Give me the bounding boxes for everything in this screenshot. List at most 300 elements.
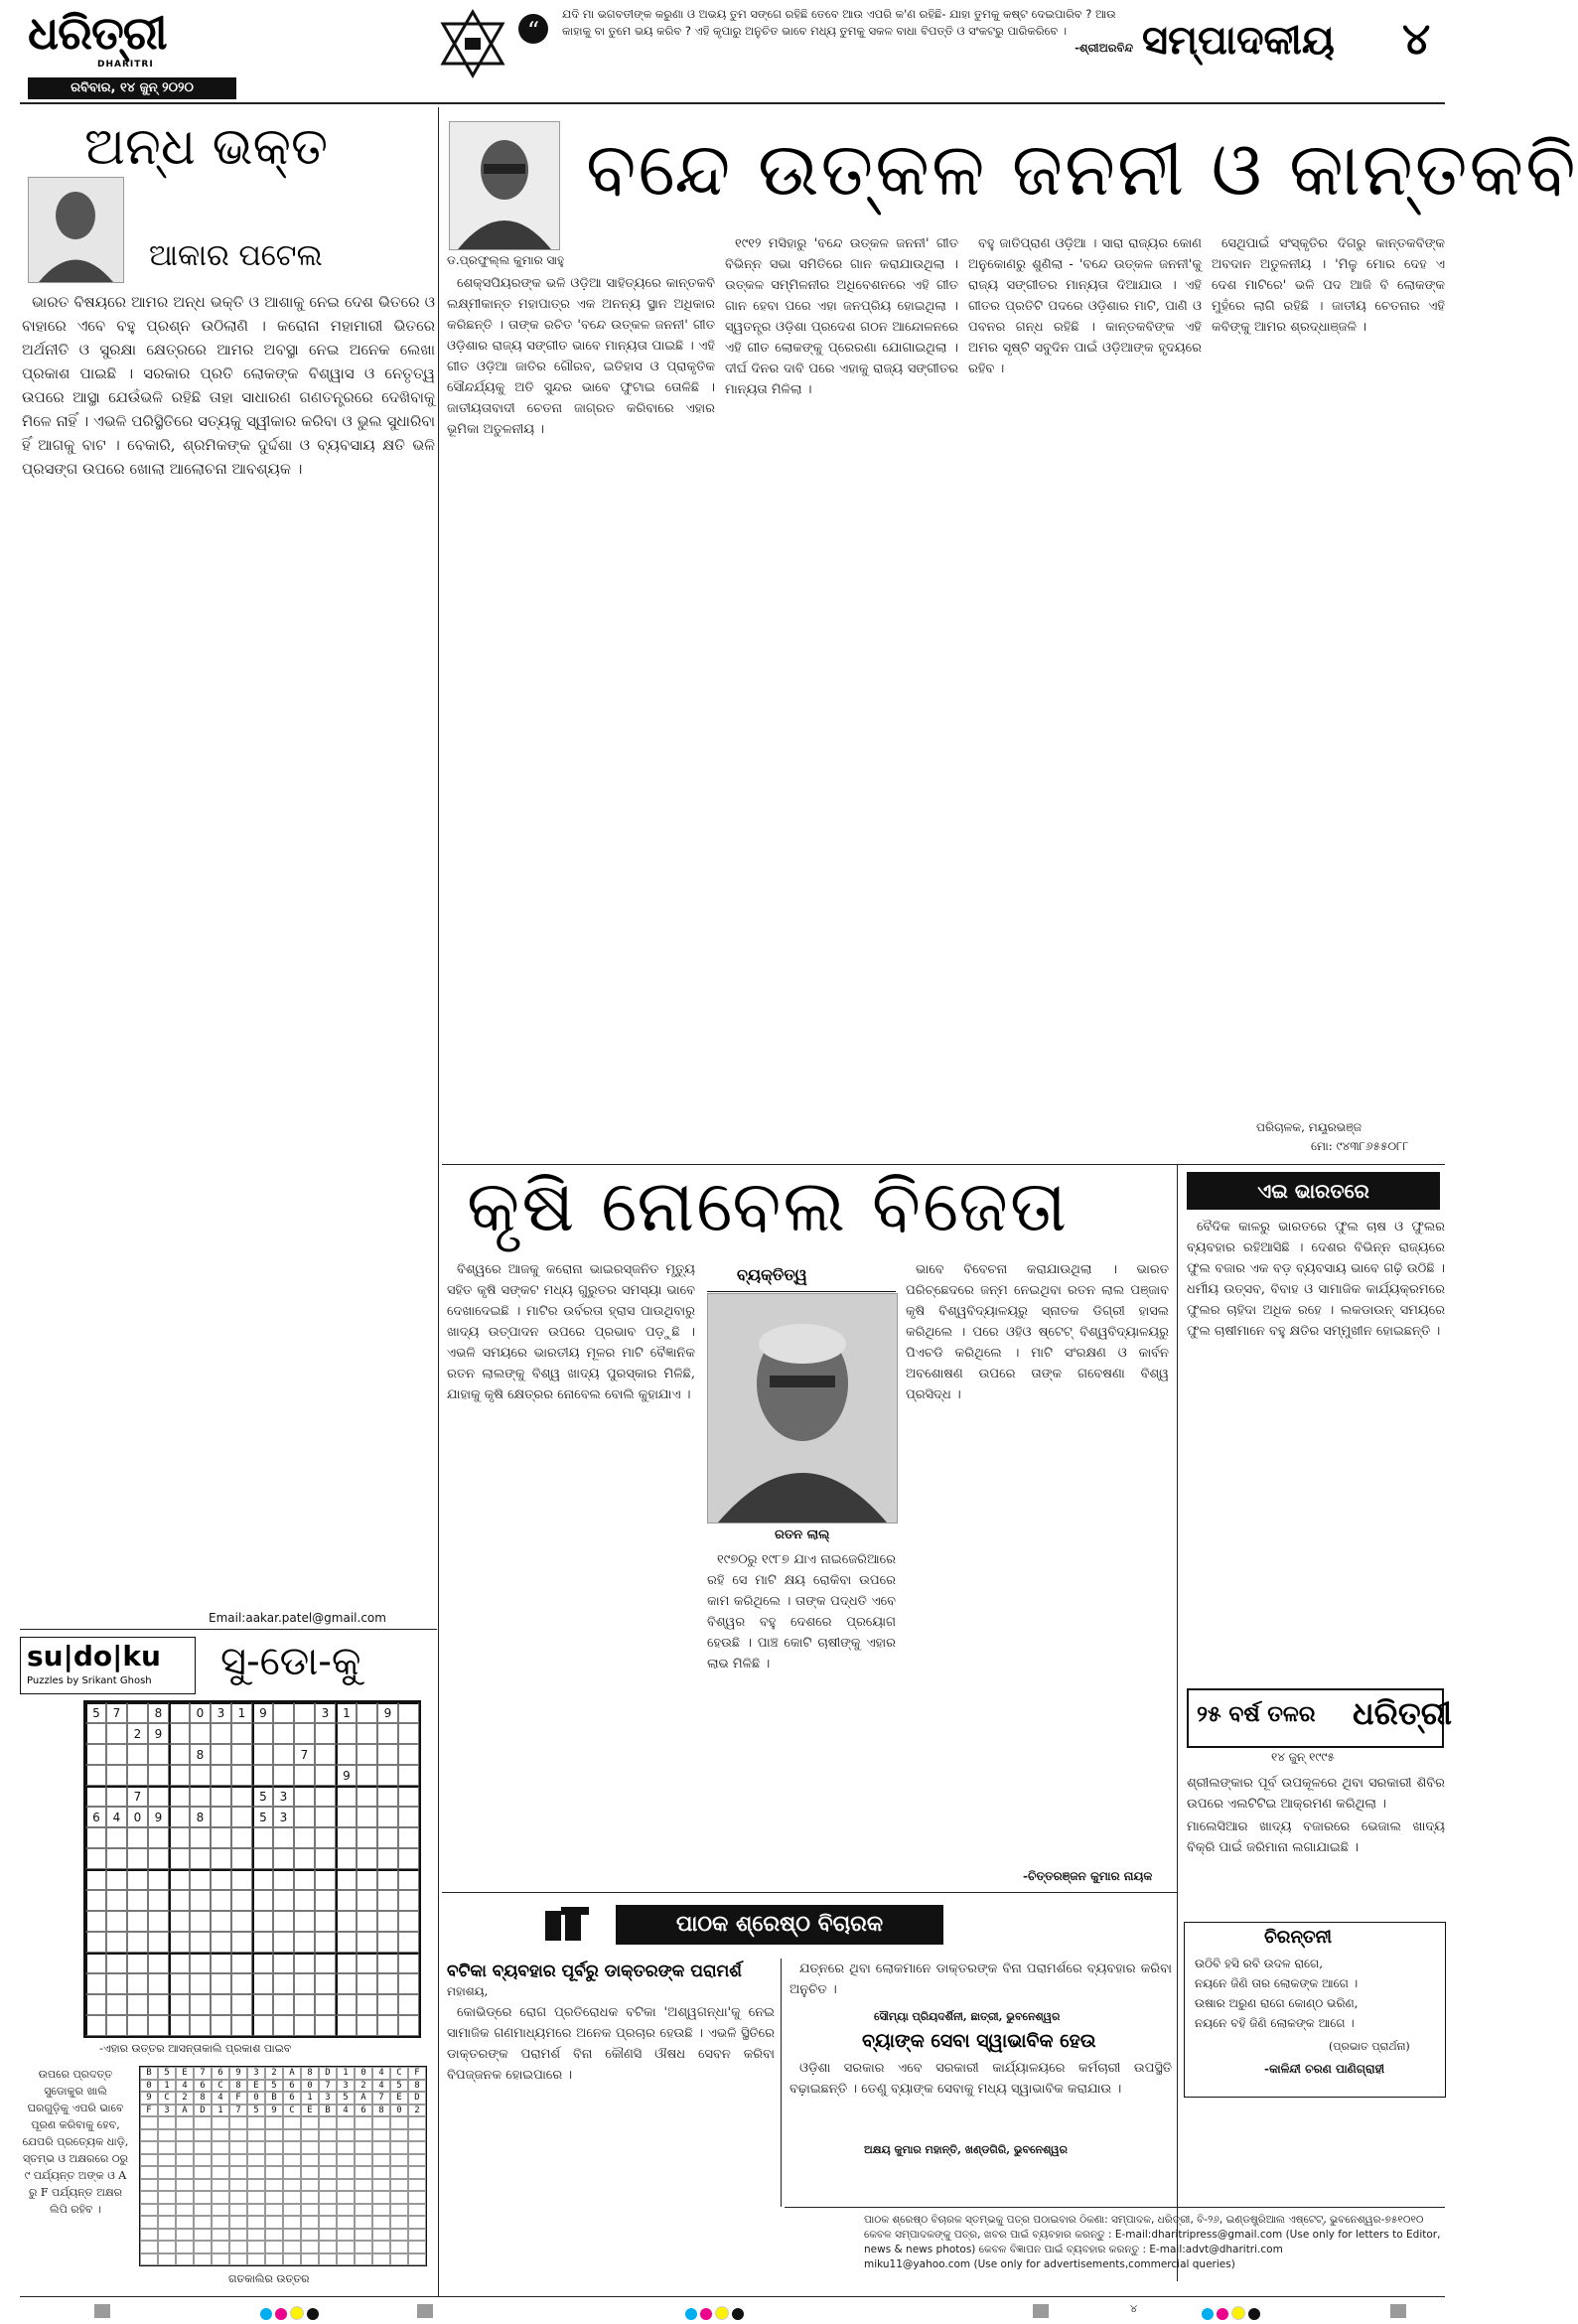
answer-cell <box>229 2129 247 2142</box>
sudoku-cell: 7 <box>106 1702 127 1723</box>
answer-cell <box>355 2141 372 2154</box>
answer-cell: 6 <box>283 2092 301 2105</box>
sudoku-cell: 3 <box>273 1807 294 1827</box>
chirantani-line3: ଉଷାର ଅରୁଣ ରାଗେ କୋଣ୍ଠ ଭରିଣ, <box>1195 1996 1359 2010</box>
answer-cell: 0 <box>355 2067 372 2080</box>
answer-cell <box>283 2204 301 2217</box>
sudoku-cell <box>127 1827 148 1848</box>
answer-cell <box>158 2216 176 2229</box>
answer-cell <box>372 2166 390 2179</box>
sudoku-cell <box>294 1786 315 1807</box>
answer-cell: 6 <box>212 2067 229 2080</box>
answer-cell <box>194 2204 212 2217</box>
answer-cell <box>408 2154 426 2167</box>
sudoku-cell <box>190 1911 211 1932</box>
answer-cell <box>194 2141 212 2154</box>
main-contact: ପରିଚାଳକ, ମୟୂରଭଞ୍ଜ <box>1256 1120 1362 1134</box>
answer-cell <box>283 2154 301 2167</box>
sudoku-cell <box>377 1807 398 1827</box>
sudoku-cell <box>315 1911 336 1932</box>
sudoku-cell <box>336 1723 357 1744</box>
sudoku-cell <box>190 1973 211 1994</box>
sudoku-cell <box>357 1911 377 1932</box>
sudoku-cell <box>169 1702 190 1723</box>
sudoku-cell <box>211 1973 231 1994</box>
sudoku-cell <box>398 1869 419 1890</box>
answer-cell <box>212 2166 229 2179</box>
sudoku-cell <box>127 1932 148 1953</box>
answer-cell <box>158 2253 176 2266</box>
sudoku-cell <box>85 2015 106 2036</box>
sudoku-cell <box>127 1702 148 1723</box>
answer-cell <box>355 2129 372 2142</box>
cmyk-dots-2 <box>685 2305 747 2324</box>
years-ago-title: ୨୫ ବର୍ଷ ତଳର <box>1197 1702 1316 1727</box>
sudoku-cell <box>294 1911 315 1932</box>
sudoku-cell <box>148 1932 169 1953</box>
answer-cell: A <box>283 2067 301 2080</box>
this-india-label-text: ଏଇ ଭାରତରେ <box>1257 1179 1369 1203</box>
sudoku-cell <box>85 1827 106 1848</box>
answer-cell <box>390 2141 408 2154</box>
sudoku-cell <box>211 1765 231 1786</box>
answer-cell <box>176 2204 194 2217</box>
answer-cell <box>140 2253 158 2266</box>
sudoku-cell: 3 <box>273 1786 294 1807</box>
sudoku-cell <box>85 1953 106 1973</box>
sudoku-cell <box>169 1744 190 1765</box>
person-label-box <box>707 1263 896 1292</box>
answer-cell <box>194 2129 212 2142</box>
sudoku-cell <box>273 1827 294 1848</box>
sudoku-cell <box>273 1702 294 1723</box>
sudoku-cell <box>336 1973 357 1994</box>
answer-cell: 8 <box>408 2080 426 2093</box>
chirantani-line1: ଉଠିବି ହସି ରବି ଉଦଳ ରାଗେ, <box>1195 1957 1324 1970</box>
logo: ଧରିତ୍ରୀ <box>28 6 167 60</box>
chirantani-author: -କାଳିନ୍ଦୀ ଚରଣ ପାଣିଗ୍ରାହୀ <box>1264 2062 1385 2076</box>
sudoku-cell <box>315 1890 336 1911</box>
answer-cell <box>176 2154 194 2167</box>
answer-cell <box>319 2154 337 2167</box>
main-col2 <box>725 233 958 1162</box>
portrait-icon <box>450 122 559 249</box>
cyan-dot <box>1202 2308 1214 2320</box>
sudoku-cell <box>169 1848 190 1869</box>
answer-cell <box>408 2241 426 2253</box>
sudoku-cell: 3 <box>315 1702 336 1723</box>
answer-cell <box>229 2229 247 2242</box>
sudoku-cell: 2 <box>127 1723 148 1744</box>
sudoku-cell <box>106 1953 127 1973</box>
sudoku-cell <box>169 1723 190 1744</box>
sudoku-cell <box>336 1744 357 1765</box>
answer-cell <box>229 2141 247 2154</box>
answer-cell <box>194 2241 212 2253</box>
sudoku-cell <box>211 1932 231 1953</box>
answer-cell: 5 <box>265 2080 283 2093</box>
answer-cell: 9 <box>229 2067 247 2080</box>
sudoku-cell <box>190 1765 211 1786</box>
answer-caption: ଗତକାଲିର ଉତ୍ତର <box>228 2272 310 2285</box>
answer-cell <box>212 2179 229 2192</box>
answer-cell: 0 <box>390 2105 408 2117</box>
answer-cell <box>140 2141 158 2154</box>
answer-cell <box>265 2116 283 2129</box>
answer-cell <box>337 2241 355 2253</box>
answer-cell: 3 <box>319 2092 337 2105</box>
sudoku-cell <box>127 1869 148 1890</box>
answer-cell <box>283 2179 301 2192</box>
footer-rule <box>20 2296 1445 2297</box>
answer-cell <box>247 2253 265 2266</box>
nobel-col1 <box>447 1259 695 1885</box>
sudoku-cell: 8 <box>148 1702 169 1723</box>
sudoku-cell <box>127 1848 148 1869</box>
answer-cell <box>194 2253 212 2266</box>
sudoku-cell <box>85 1932 106 1953</box>
sudoku-cell <box>211 2015 231 2036</box>
answer-cell <box>390 2129 408 2142</box>
sudoku-cell <box>85 1994 106 2015</box>
sudoku-cell <box>231 1911 252 1932</box>
black-dot <box>307 2308 319 2320</box>
answer-cell <box>283 2166 301 2179</box>
answer-cell <box>408 2141 426 2154</box>
sudoku-cell <box>252 1848 273 1869</box>
sudoku-cell <box>190 1848 211 1869</box>
sudoku-cell <box>106 1848 127 1869</box>
answer-cell <box>408 2204 426 2217</box>
person-label: ବ୍ୟକ୍ତିତ୍ୱ <box>737 1265 807 1284</box>
sudoku-cell <box>148 1827 169 1848</box>
answer-cell <box>390 2166 408 2179</box>
sudoku-cell: 0 <box>127 1807 148 1827</box>
yellow-dot <box>290 2306 304 2320</box>
sudoku-cell <box>231 1890 252 1911</box>
answer-cell <box>212 2191 229 2204</box>
answer-cell <box>229 2166 247 2179</box>
answer-cell: D <box>194 2105 212 2117</box>
answer-cell: C <box>390 2067 408 2080</box>
sudoku-cell <box>169 1827 190 1848</box>
sudoku-cell <box>315 1765 336 1786</box>
sudoku-cell <box>169 1869 190 1890</box>
sudoku-cell <box>169 2015 190 2036</box>
sudoku-cell <box>106 1869 127 1890</box>
answer-cell <box>355 2154 372 2167</box>
answer-cell: 4 <box>212 2092 229 2105</box>
answer-cell: F <box>140 2105 158 2117</box>
letter2-body <box>789 1959 1172 2003</box>
answer-cell <box>390 2154 408 2167</box>
sudoku-cell <box>190 1869 211 1890</box>
answer-cell <box>319 2166 337 2179</box>
main-col3-text: ବହୁ ଜାତିପ୍ରାଣ ଓଡ଼ିଆ । ସାରା ରାଜ୍ୟର କୋଣ ଅନୁକୋଣରୁ ଶୁଣିଲା - 'ବନ୍ଦେ ଉତ୍କଳ ଜନନୀ'କୁ ରାଜ୍ୟ ସଙ୍ଗୀତର ମାନ୍ୟତା ଦିଆଯାଉ । ଏହି ଗୀତର ପ୍ରତିଟି ପଦରେ ଓଡ଼ିଶାର ମାଟି, ପାଣି ଓ ପବନର ଗନ୍ଧ ରହିଛି । କାନ୍ତକବିଙ୍କ ଏହି ଅମର ସୃଷ୍ଟି ସବୁଦିନ ପାଇଁ ଓଡ଼ିଆଙ୍କ ହୃଦୟରେ ରହିବ । <box>968 236 1202 376</box>
answer-cell <box>283 2216 301 2229</box>
letter3-sign: ଅକ୍ଷୟ କୁମାର ମହାନ୍ତି, ଖଣ୍ଡଗିରି, ଭୁବନେଶ୍ୱର <box>864 2143 1068 2156</box>
years-ago-banner <box>1187 1688 1452 1748</box>
sudoku-cell <box>377 1848 398 1869</box>
letter3-body <box>789 2058 1172 2137</box>
answer-cell <box>229 2216 247 2229</box>
answer-cell <box>355 2179 372 2192</box>
readers-contact-rule <box>785 2207 1445 2208</box>
this-india-label <box>1187 1172 1440 1210</box>
nobel-byline: -ଚିତ୍ତରଞ୍ଜନ କୁମାର ନାୟକ <box>1023 1869 1153 1883</box>
answer-cell: 9 <box>265 2105 283 2117</box>
sudoku-cell <box>106 1827 127 1848</box>
sudoku-cell <box>273 1973 294 1994</box>
answer-cell <box>265 2166 283 2179</box>
answer-cell <box>355 2204 372 2217</box>
logo-sub: DHARITRI <box>97 60 154 70</box>
sudoku-cell <box>169 1973 190 1994</box>
sudoku-cell <box>357 1953 377 1973</box>
answer-cell <box>372 2229 390 2242</box>
footer-page-marker: ୪ <box>1130 2302 1138 2315</box>
answer-cell <box>194 2229 212 2242</box>
col-divider-2 <box>1177 1164 1178 2281</box>
answer-cell <box>229 2191 247 2204</box>
answer-cell <box>247 2216 265 2229</box>
answer-cell <box>372 2116 390 2129</box>
sudoku-cell <box>357 1932 377 1953</box>
answer-cell <box>390 2241 408 2253</box>
sudoku-cell <box>315 1994 336 2015</box>
answer-cell <box>176 2241 194 2253</box>
col1-body-text: ଭାରତ ବିଷୟରେ ଆମର ଅନ୍ଧ ଭକ୍ତି ଓ ଆଶାକୁ ନେଇ ଦେଶ ଭିତରେ ଓ ବାହାରେ ଏବେ ବହୁ ପ୍ରଶ୍ନ ଉଠିଲାଣି । କରୋନା ମହାମାରୀ ଭିତରେ ଅର୍ଥନୀତି ଓ ସୁରକ୍ଷା କ୍ଷେତ୍ରରେ ଆମର ଅବସ୍ଥା ନେଇ ଅନେକ ଲେଖା ପ୍ରକାଶ ପାଇଛି । ସରକାର ପ୍ରତି ଲୋକଙ୍କ ବିଶ୍ୱାସ ଓ ନେତୃତ୍ୱ ଉପରେ ଆସ୍ଥା ଯେଉଁଭଳି ରହିଛି ତାହା ସାଧାରଣ ଗଣତନ୍ତ୍ରରେ ଦେଖିବାକୁ ମିଳେ ନାହିଁ । ଏଭଳି ପରିସ୍ଥିତିରେ ସତ୍ୟକୁ ସ୍ୱୀକାର କରିବା ଓ ଭୁଲ ସୁଧାରିବା ହିଁ ଆଗକୁ ବାଟ । ବେକାରି, ଶ୍ରମିକଙ୍କ ଦୁର୍ଦ୍ଦଶା ଓ ବ୍ୟବସାୟ କ୍ଷତି ଭଳି ପ୍ରସଙ୍ଗ ଉପରେ ଖୋଲା ଆଲୋଚନା ଆବଶ୍ୟକ । <box>22 293 435 478</box>
registration-bar <box>1390 2304 1406 2318</box>
sudoku-caption: -ଏହାର ଉତ୍ତର ଆସନ୍ତାକାଲି ପ୍ରକାଶ ପାଇବ <box>99 2042 292 2055</box>
answer-cell <box>319 2253 337 2266</box>
sudoku-cell <box>273 1953 294 1973</box>
answer-cell <box>194 2191 212 2204</box>
answer-cell: 5 <box>247 2105 265 2117</box>
sudoku-cell <box>85 1869 106 1890</box>
letter2-sign: ସୌମ୍ୟା ପ୍ରିୟଦର୍ଶିନୀ, ଛାତ୍ରୀ, ଭୁବନେଶ୍ୱର <box>874 2010 1061 2023</box>
answer-cell <box>212 2241 229 2253</box>
answer-cell <box>158 2179 176 2192</box>
answer-cell <box>140 2166 158 2179</box>
sudoku-cell <box>231 2015 252 2036</box>
sudoku-cell <box>294 1953 315 1973</box>
answer-cell <box>283 2191 301 2204</box>
sudoku-cell <box>85 1723 106 1744</box>
answer-cell: C <box>283 2105 301 2117</box>
answer-cell <box>158 2154 176 2167</box>
sudoku-cell <box>252 1994 273 2015</box>
answer-cell <box>158 2229 176 2242</box>
answer-cell <box>390 2179 408 2192</box>
answer-cell <box>247 2141 265 2154</box>
answer-cell <box>301 2253 319 2266</box>
answer-cell <box>194 2154 212 2167</box>
sudoku-cell <box>398 2015 419 2036</box>
answer-cell: 4 <box>372 2067 390 2080</box>
answer-cell: 7 <box>372 2092 390 2105</box>
answer-cell: 9 <box>140 2092 158 2105</box>
sudoku-cell <box>315 1744 336 1765</box>
answer-cell <box>337 2253 355 2266</box>
sudoku-cell <box>231 1765 252 1786</box>
sudoku-cell <box>127 1953 148 1973</box>
answer-cell <box>390 2229 408 2242</box>
answer-cell <box>355 2253 372 2266</box>
answer-cell <box>176 2166 194 2179</box>
registration-bar <box>1033 2304 1049 2318</box>
answer-cell <box>176 2216 194 2229</box>
cmyk-dots-1 <box>260 2305 322 2324</box>
answer-cell: 1 <box>301 2092 319 2105</box>
sudoku-cell <box>377 1973 398 1994</box>
sudoku-cell <box>336 1807 357 1827</box>
sudoku-cell <box>336 1786 357 1807</box>
sudoku-cell <box>357 1827 377 1848</box>
answer-cell <box>140 2216 158 2229</box>
sudoku-cell <box>85 1765 106 1786</box>
answer-cell <box>372 2216 390 2229</box>
sudoku-cell <box>377 1994 398 2015</box>
answer-cell <box>265 2204 283 2217</box>
sudoku-cell <box>398 1723 419 1744</box>
sudoku-cell <box>148 1994 169 2015</box>
answer-cell <box>158 2129 176 2142</box>
answer-cell: E <box>390 2092 408 2105</box>
letter2-text: ଯତ୍ନରେ ଥିବା ଲୋକମାନେ ଡାକ୍ତରଙ୍କ ବିନା ପରାମର୍ଶରେ ବ୍ୟବହାର କରିବା ଅନୁଚିତ । <box>789 1961 1172 1997</box>
ratan-lal-caption: ରତନ ଲାଲ୍ <box>775 1527 830 1542</box>
chirantani-box <box>1184 1922 1446 2098</box>
answer-cell <box>212 2204 229 2217</box>
answer-cell: 2 <box>265 2067 283 2080</box>
answer-cell <box>372 2154 390 2167</box>
sudoku-cell <box>252 1765 273 1786</box>
black-dot <box>1248 2308 1260 2320</box>
sudoku-cell <box>315 1973 336 1994</box>
answer-cell <box>265 2141 283 2154</box>
letter1-greet: ମହାଶୟ, <box>447 1984 489 1998</box>
sudoku-cell <box>315 1786 336 1807</box>
author-photo-sahu <box>449 121 560 250</box>
sudoku-cell <box>398 1911 419 1932</box>
registration-bar <box>417 2304 433 2318</box>
sudoku-cell <box>273 1890 294 1911</box>
sudoku-cell <box>169 1932 190 1953</box>
answer-cell <box>212 2216 229 2229</box>
sudoku-cell <box>127 1973 148 1994</box>
answer-cell <box>301 2129 319 2142</box>
this-india-body <box>1187 1217 1445 1683</box>
hexagram-icon <box>437 8 508 79</box>
chirantani-line2: ନୟନେ ଜିଣି ତାର ଲୋକଙ୍କ ଆଗେ । <box>1195 1976 1359 1990</box>
answer-cell: 4 <box>176 2080 194 2093</box>
answer-cell <box>337 2191 355 2204</box>
sudoku-cell: 7 <box>294 1744 315 1765</box>
sudoku-cell <box>336 1911 357 1932</box>
answer-cell <box>158 2241 176 2253</box>
nobel-col2-text: ଭାବେ ବିବେଚନା କରାଯାଉଥିଲା । ଭାରତ ପରିଚ୍ଛେଦରେ ଜନ୍ମ ନେଇଥିବା ରତନ ଲାଲ ପଞ୍ଜାବ କୃଷି ବିଶ୍ୱବିଦ୍ୟାଳୟରୁ ସ୍ନାତକ ଡିଗ୍ରୀ ହାସଲ କରିଥିଲେ । ପରେ ଓହିଓ ଷ୍ଟେଟ୍ ବିଶ୍ୱବିଦ୍ୟାଳୟରୁ ପିଏଚଡି କରିଥିଲେ । ମାଟି ସଂରକ୍ଷଣ ଓ କାର୍ବନ ଅବଶୋଷଣ ଉପରେ ତାଙ୍କ ଗବେଷଣା ବିଶ୍ୱ ପ୍ରସିଦ୍ଧ । <box>906 1262 1169 1402</box>
sudoku-cell <box>190 1827 211 1848</box>
magenta-dot <box>700 2308 712 2320</box>
sudoku-cell <box>211 1827 231 1848</box>
sudoku-cell <box>106 1932 127 1953</box>
answer-cell: 7 <box>194 2067 212 2080</box>
answer-cell <box>265 2253 283 2266</box>
sudoku-cell <box>336 1848 357 1869</box>
answer-cell: 0 <box>247 2092 265 2105</box>
sudoku-cell <box>294 1848 315 1869</box>
sudoku-cell <box>377 1932 398 1953</box>
answer-cell <box>247 2179 265 2192</box>
answer-cell <box>408 2216 426 2229</box>
sudoku-cell <box>211 1953 231 1973</box>
sudoku-cell <box>315 2015 336 2036</box>
answer-cell <box>140 2191 158 2204</box>
sudoku-cell <box>357 1723 377 1744</box>
yellow-dot <box>715 2306 729 2320</box>
readers-label <box>616 1905 943 1945</box>
sudoku-cell <box>106 1744 127 1765</box>
sudoku-cell <box>231 1973 252 1994</box>
sudoku-cell: 1 <box>231 1702 252 1723</box>
readers-icon <box>541 1905 591 1945</box>
sudoku-cell <box>398 1890 419 1911</box>
sudoku-cell <box>231 1869 252 1890</box>
answer-cell <box>176 2116 194 2129</box>
author-photo-akar <box>28 177 124 283</box>
magenta-dot <box>275 2308 287 2320</box>
sudoku-cell: 5 <box>85 1702 106 1723</box>
sudoku-cell <box>377 1786 398 1807</box>
sudoku-cell <box>294 1702 315 1723</box>
answer-cell <box>301 2141 319 2154</box>
nobel-col2 <box>906 1259 1169 1885</box>
nobel-col3-text: ୧୯୭୦ରୁ ୧୯୮୭ ଯାଏ ନାଇଜେରିଆରେ ରହି ସେ ମାଟି କ୍ଷୟ ରୋକିବା ଉପରେ କାମ କରିଥିଲେ । ତାଙ୍କ ପଦ୍ଧତି ଏବେ ବିଶ୍ୱର ବହୁ ଦେଶରେ ପ୍ରୟୋଗ ହେଉଛି । ପାଞ୍ଚ କୋଟି ଚାଷୀଙ୍କୁ ଏହାର ଲାଭ ମିଳିଛି । <box>707 1552 896 1671</box>
answer-cell <box>158 2141 176 2154</box>
sudoku-cell: 8 <box>190 1807 211 1827</box>
sudoku-cell <box>211 1786 231 1807</box>
answer-cell <box>265 2216 283 2229</box>
answer-cell <box>194 2166 212 2179</box>
answer-cell <box>229 2179 247 2192</box>
sudoku-cell <box>398 1744 419 1765</box>
sudoku-cell <box>377 1953 398 1973</box>
answer-cell <box>140 2154 158 2167</box>
answer-cell <box>408 2229 426 2242</box>
answer-cell <box>140 2229 158 2242</box>
answer-cell <box>265 2241 283 2253</box>
black-dot <box>732 2308 744 2320</box>
answer-cell <box>229 2253 247 2266</box>
sudoku-cell <box>336 1890 357 1911</box>
sudoku-cell <box>211 1869 231 1890</box>
sudoku-cell <box>231 1723 252 1744</box>
answer-cell <box>301 2204 319 2217</box>
answer-cell <box>158 2116 176 2129</box>
answer-cell: 6 <box>355 2105 372 2117</box>
sudoku-cell <box>190 1994 211 2015</box>
answer-cell <box>140 2129 158 2142</box>
sudoku-cell <box>377 2015 398 2036</box>
sudoku-cell: 6 <box>85 1807 106 1827</box>
answer-cell <box>158 2191 176 2204</box>
sudoku-cell <box>315 1869 336 1890</box>
answer-cell: 2 <box>355 2080 372 2093</box>
answer-cell: 1 <box>337 2067 355 2080</box>
sudoku-cell <box>294 2015 315 2036</box>
answer-cell <box>301 2241 319 2253</box>
main-col2-text: ୧୯୧୨ ମସିହାରୁ 'ବନ୍ଦେ ଉତ୍କଳ ଜନନୀ' ଗୀତ ବିଭିନ୍ନ ସଭା ସମିତିରେ ଗାନ କରାଯାଉଥିଲା । ଉତ୍କଳ ସମ୍ମିଳନୀର ଅଧିବେଶନରେ ଏହି ଗୀତ ଗାନ ହେବା ପରେ ଏହା ଜନପ୍ରିୟ ହୋଇଥିଲା । ସ୍ୱତନ୍ତ୍ର ଓଡ଼ିଶା ପ୍ରଦେଶ ଗଠନ ଆନ୍ଦୋଳନରେ ଏହି ଗୀତ ଲୋକଙ୍କୁ ପ୍ରେରଣା ଯୋଗାଇଥିଲା । ଦୀର୍ଘ ଦିନର ଦାବି ପରେ ଏହାକୁ ରାଜ୍ୟ ସଙ୍ଗୀତର ମାନ୍ୟତା ମିଳିଲା । <box>725 236 958 397</box>
